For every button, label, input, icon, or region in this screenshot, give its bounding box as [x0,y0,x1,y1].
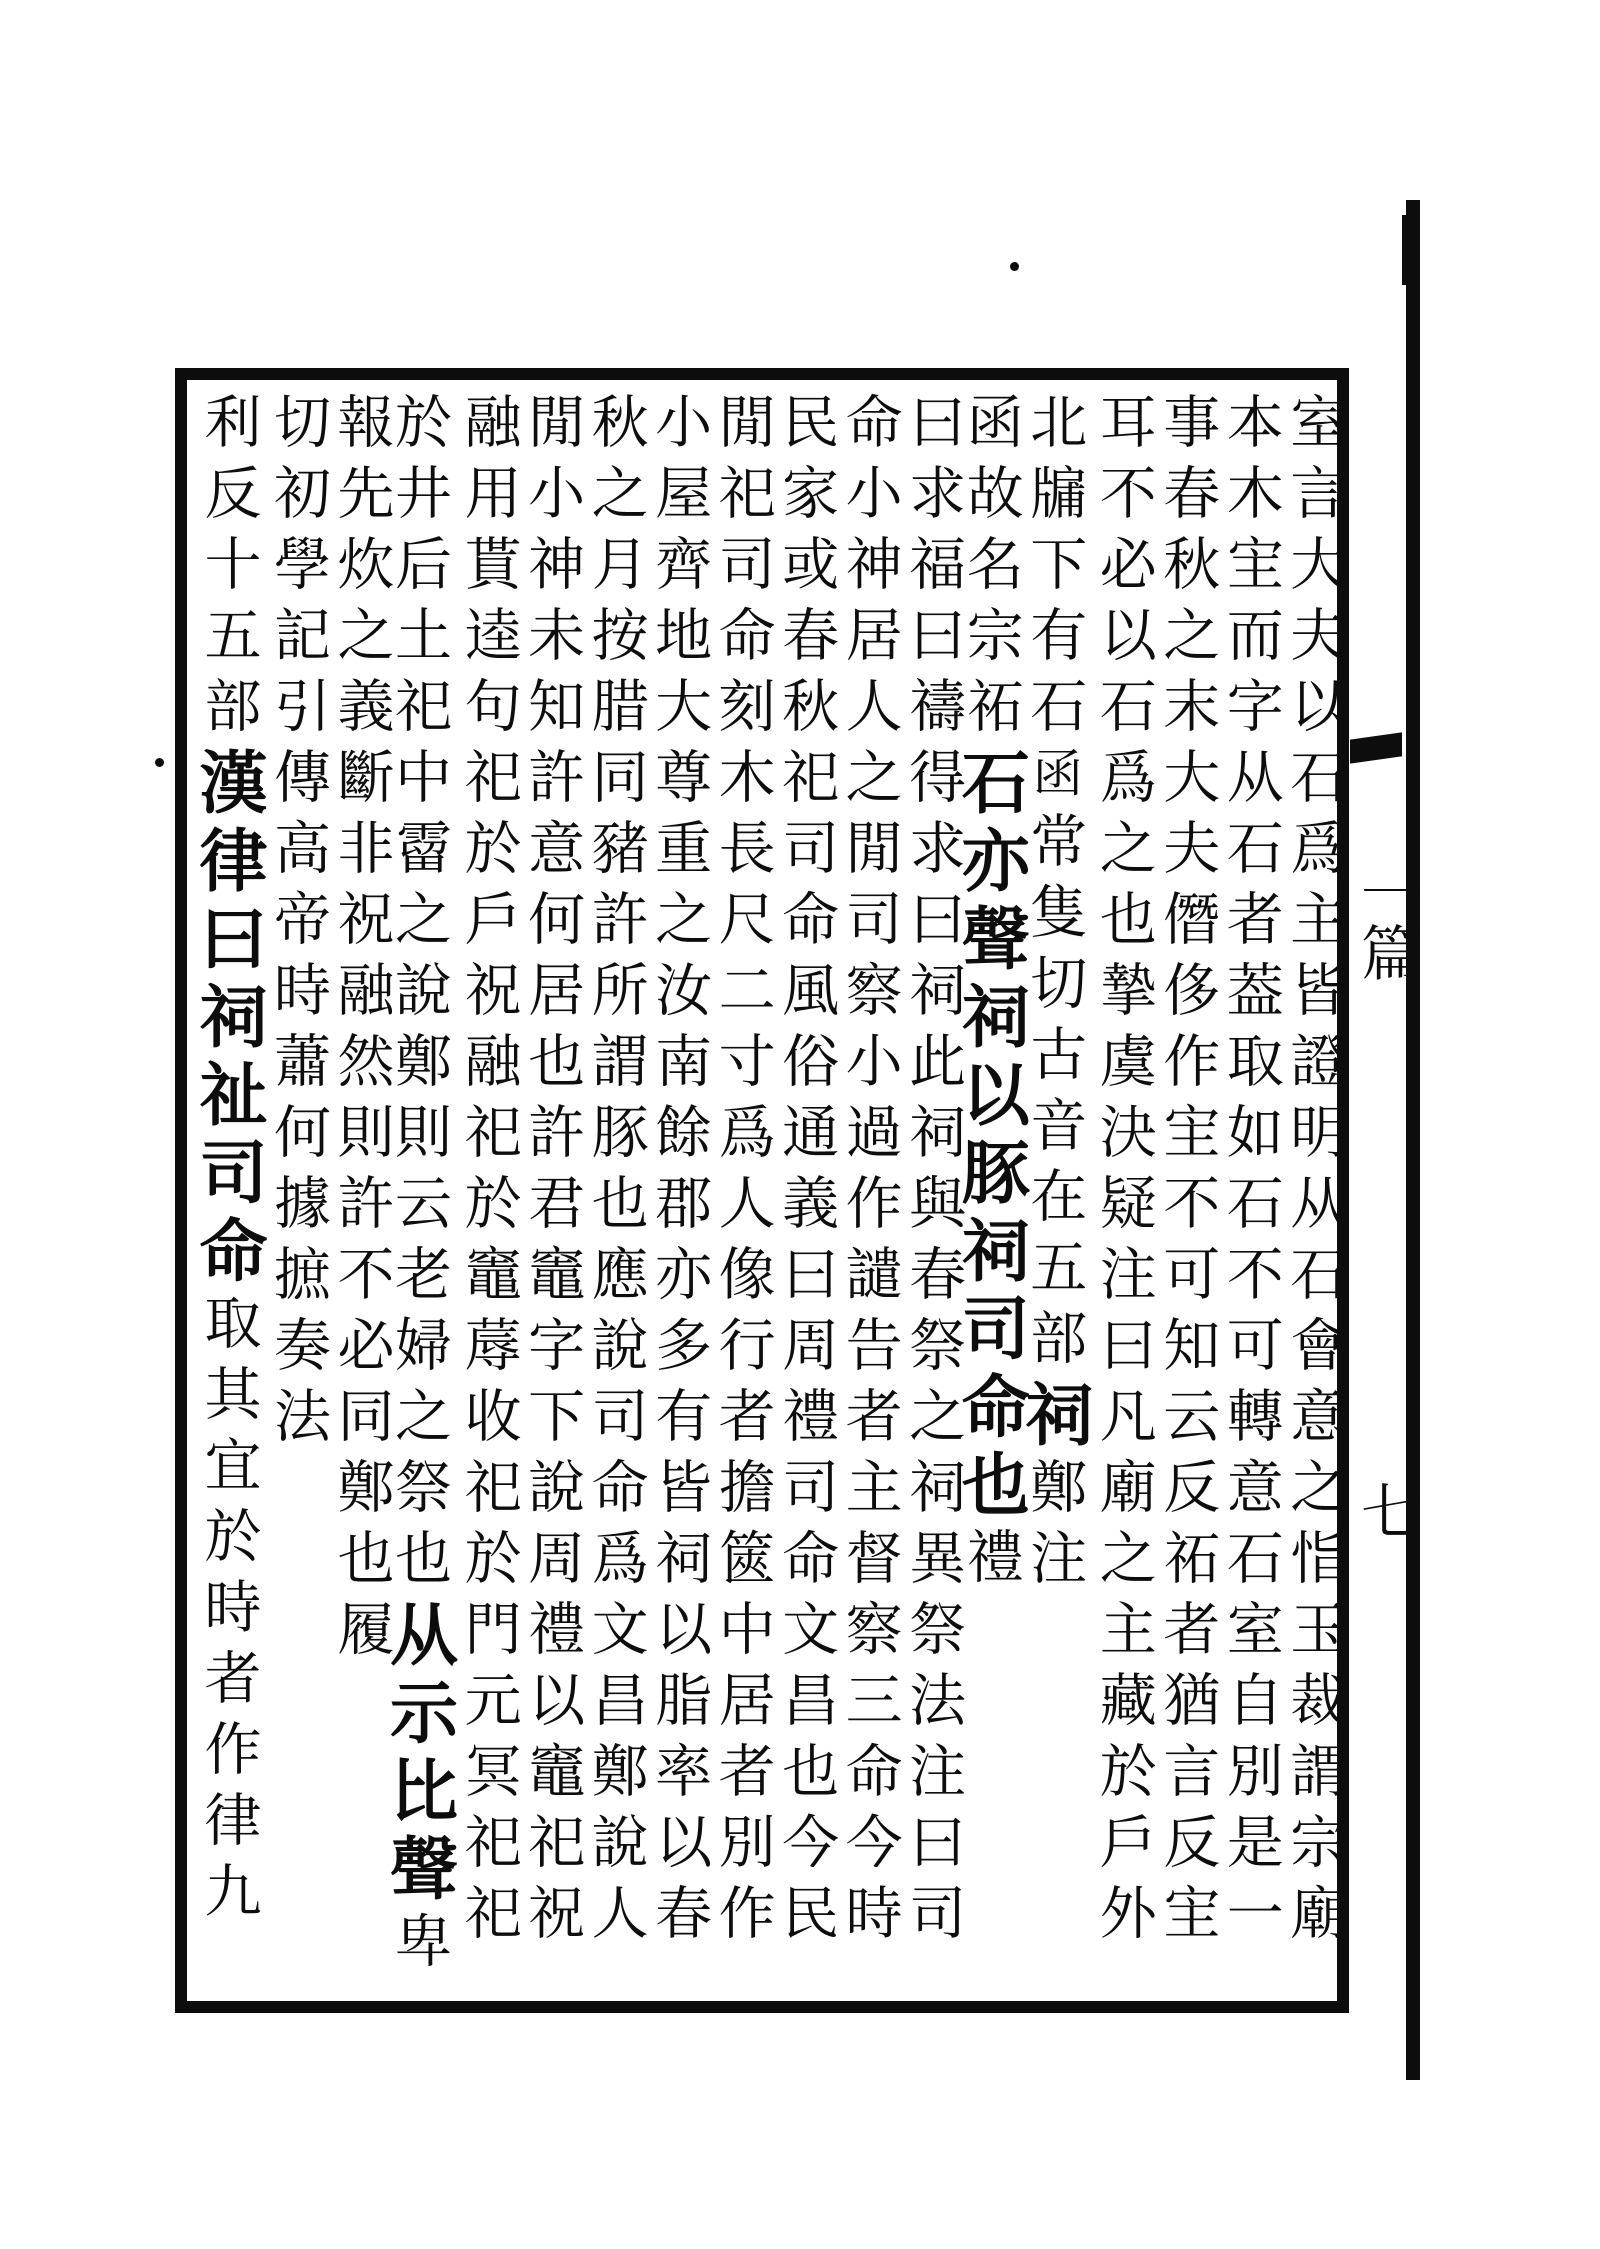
commentary-text: 鄭注 [1020,1457,1087,1599]
text-column [454,392,522,1992]
right-edge-rule-top [1402,215,1412,285]
commentary-text: 曰求福曰禱得求曰祠此祠與春祭之祠異祭法注曰司 [899,392,966,1954]
text-column [835,392,903,1992]
text-column [772,392,839,1992]
page-margin-ear [1349,368,1406,2013]
text-column [188,392,268,1992]
commentary-text: 閒祀司命刻木長尺二寸爲人像行者擔篋中居者別作 [709,392,776,1954]
headword-text: 石亦聲 [950,747,1031,981]
ear-volume-mark: 一篇 [1351,862,1421,982]
right-edge-rule [1406,200,1420,2080]
text-column [518,392,585,1992]
commentary-text: 秋之月按腊同豬許所謂豚也應說司命爲文昌鄭說人 [582,392,649,1954]
commentary-text: 耳不必以石爲之也摯虞決疑注曰凡廟之主藏於戶外 [1090,392,1157,1954]
headword-text: 以豚祠司命也 [950,1059,1031,1527]
text-column [1153,392,1220,1992]
text-column [645,392,712,1992]
commentary-text: 高帝時蕭何據摭奏法 [264,818,331,1457]
text-columns [188,392,1347,1992]
headword-text: 祠 [1013,1379,1094,1457]
commentary-text: 禮 [957,1527,1024,1598]
text-column [950,392,1031,1992]
text-column [1216,392,1284,1992]
commentary-text: 北牖下有石 [1020,392,1087,747]
commentary-text: 小屋齊地大尊重之汝南餘郡亦多有皆祠以脂率以春 [645,392,712,1954]
ear-page-mark: 七 [1351,1480,1421,1540]
commentary-text: 閒小神未知許意何居也許君竈字下說周禮以竈祀祝 [518,392,585,1954]
commentary-text: 命小神居人之閒司察小過作譴告者主督察三命今時 [836,392,903,1954]
text-column [378,392,459,1992]
commentary-text: 函故名宗祏 [957,392,1024,747]
commentary-text: 切初學記引傳 [264,392,331,818]
text-column [264,392,331,1992]
commentary-text: 民家或春秋祀司命風俗通義曰周禮司命文昌也今民 [772,392,839,1954]
commentary-text: 本木宔而字从石者葢取如石不可轉意石室自別是一 [1217,392,1284,1954]
commentary-text: 融用貰逵句祀於戶祝融祀於竈蓐收祀於門元冥祀祀 [455,392,522,1954]
commentary-text: 於井后土祀中霤之說鄭則云老婦之祭也 [385,392,452,1599]
commentary-text: 報先炊之義斷非祝融然則許不必同鄭也 [328,392,395,1599]
text-column [708,392,776,1992]
text-column [1089,392,1157,1992]
headword-text: 漢律曰祠祉司命 [188,747,268,1293]
commentary-text: 事春秋之末大夫僭侈作宔不可知云反祏者猶言反宔 [1153,392,1220,1954]
commentary-text: 室言大夫以石爲主皆證明从石會意之恉玉裁謂宗廟 [1280,392,1347,1954]
commentary-text: 利反十五部 [195,392,261,747]
headword-text: 从示比聲 [378,1599,459,1911]
ink-speck [155,758,164,767]
commentary-text: 常隻切古音在五部 [1020,811,1087,1379]
headword-text: 祠 [950,981,1031,1059]
text-column [1280,392,1347,1992]
text-column [1013,392,1094,1992]
text-column [581,392,649,1992]
commentary-text: 卑 [385,1911,452,1982]
commentary-text: 取其宜於時者作律九 [195,1293,261,1932]
commentary-text: 函 [1024,747,1083,811]
commentary-text: 履 [328,1599,395,1670]
ink-speck [1010,262,1019,271]
